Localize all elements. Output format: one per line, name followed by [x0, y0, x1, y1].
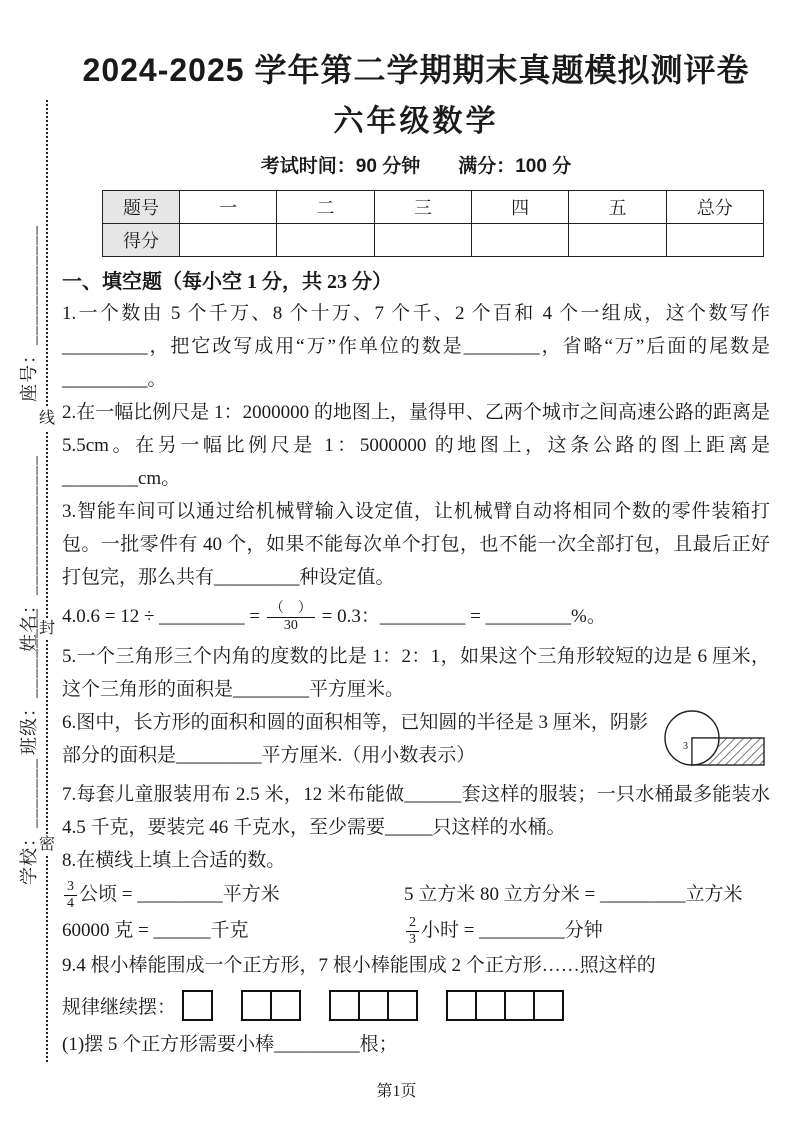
- square: [241, 990, 272, 1021]
- page-footer: 第1页: [376, 1083, 417, 1100]
- question-5: 5.一个三角形三个内角的度数的比是 1：2：1，如果这个三角形较短的边是 6 厘米，这个三角形的面积是________平方厘米。: [62, 646, 770, 700]
- exam-info: 考试时间：90 分钟 满分：100 分: [260, 156, 572, 177]
- question-1: 1.一个数由 5 个千万、8 个十万、7 个千、2 个百和 4 个一组成，这个数写作_________，把它改写成用“万”作单位的数是________，省略“万”后面的尾数是_________。: [62, 303, 770, 390]
- square: [329, 990, 360, 1021]
- question-8-intro: 8.在横线上填上合适的数。: [62, 850, 286, 871]
- score-table: [102, 190, 764, 257]
- q4-fraction-numerator: （ ）: [267, 601, 315, 618]
- question-9-line2: [62, 982, 770, 1028]
- score-cell: [569, 224, 666, 257]
- q8-item3: 60000 克 = ______千克: [62, 920, 249, 941]
- q8-item1-denominator: 4: [67, 896, 74, 912]
- score-cell: [471, 224, 568, 257]
- page-title: 2024-2025 学年第二学期期末真题模拟测评卷: [82, 52, 750, 88]
- section-title: 一、填空题（每小空 1 分，共 23 分）: [62, 271, 392, 293]
- class-field: 班级：_________: [19, 608, 39, 755]
- score-table-col: 二: [277, 191, 374, 224]
- q8-item1: [62, 877, 404, 913]
- q8-item1-text: 公顷 = _________平方米: [79, 884, 280, 905]
- q8-item4: [404, 913, 603, 949]
- score-table-col: 一: [180, 191, 277, 224]
- q9-line2-label: 规律继续摆：: [62, 996, 177, 1018]
- square-group: [446, 990, 564, 1021]
- q4-pre: 4.0.6 = 12 ÷ _________ =: [62, 606, 265, 627]
- q4-fraction: [267, 601, 315, 634]
- seal-char-xian: 线: [38, 408, 56, 430]
- page-subtitle: 六年级数学: [333, 105, 499, 138]
- question-8-row1: [62, 877, 770, 913]
- question-3: 3.智能车间可以通过给机械臂输入设定值，让机械臂自动将相同个数的零件装箱打包。一批零件有 40 个，如果不能每次单个打包，也不能一次全部打包，且最后正好打包完，那么共有_________种设定值。: [62, 501, 770, 588]
- score-table-col: 三: [374, 191, 471, 224]
- score-cell: [666, 224, 763, 257]
- square: [533, 990, 564, 1021]
- score-table-score-row: [103, 224, 764, 257]
- score-cell: [374, 224, 471, 257]
- score-cell: [180, 224, 277, 257]
- header: [62, 0, 770, 178]
- q9-squares: [182, 990, 592, 1021]
- circle-rectangle-figure: [652, 702, 770, 782]
- q8-item1-fraction: [64, 879, 77, 912]
- square: [387, 990, 418, 1021]
- score-table-col: 总分: [666, 191, 763, 224]
- square: [270, 990, 301, 1021]
- q8-item4-numerator: 2: [406, 915, 419, 932]
- question-8-row2: [62, 913, 770, 949]
- radius-label: 3: [683, 741, 688, 752]
- score-cell: [277, 224, 374, 257]
- score-row-label: 得分: [103, 224, 180, 257]
- score-table-label: 题号: [103, 191, 180, 224]
- question-6-wrap: [62, 706, 770, 778]
- seat-number-field: 座号：____________: [19, 225, 39, 402]
- score-table-col: 五: [569, 191, 666, 224]
- q8-item4-denominator: 3: [409, 932, 416, 948]
- q8-item1-numerator: 3: [64, 879, 77, 896]
- square: [358, 990, 389, 1021]
- content-column: [62, 0, 770, 1061]
- question-4: [62, 594, 770, 640]
- square: [182, 990, 213, 1021]
- school-field: 学校：_______: [19, 758, 39, 885]
- question-9-line1: 9.4 根小棒能围成一个正方形，7 根小棒能围成 2 个正方形……照这样的: [62, 955, 656, 976]
- square-group: [182, 990, 213, 1021]
- score-table-header-row: [103, 191, 764, 224]
- question-2: 2.在一幅比例尺是 1：2000000 的地图上，量得甲、乙两个城市之间高速公路的距离是 5.5cm。在另一幅比例尺是 1：5000000 的地图上，这条公路的图上距离是________cm。: [62, 402, 770, 489]
- question-6: 6.图中，长方形的面积和圆的面积相等，已知圆的半径是 3 厘米，阴影部分的面积是_________平方厘米.（用小数表示）: [62, 712, 648, 766]
- score-table-col: 四: [471, 191, 568, 224]
- seal-char-mi: 密: [38, 834, 56, 856]
- q8-item2: 5 立方米 80 立方分米 = _________立方米: [404, 884, 743, 905]
- q8-item4-text: 小时 = _________分钟: [421, 920, 603, 941]
- square-group: [329, 990, 418, 1021]
- q4-post: = 0.3：_________ = _________%。: [316, 606, 606, 627]
- seal-char-feng: 封: [38, 618, 56, 640]
- square-group: [241, 990, 301, 1021]
- question-9-sub1: (1)摆 5 个正方形需要小棒_________根；: [62, 1034, 398, 1055]
- square: [475, 990, 506, 1021]
- q8-item4-fraction: [406, 915, 419, 948]
- square: [504, 990, 535, 1021]
- square: [446, 990, 477, 1021]
- q4-fraction-denominator: 30: [283, 618, 298, 634]
- student-name-field: 姓名：______________: [19, 455, 39, 652]
- seal-dotted-line: [46, 100, 48, 1062]
- question-7: 7.每套儿童服装用布 2.5 米，12 米布能做______套这样的服装；一只水桶最多能装水 4.5 千克，要装完 46 千克水，至少需要_____只这样的水桶。: [62, 784, 770, 838]
